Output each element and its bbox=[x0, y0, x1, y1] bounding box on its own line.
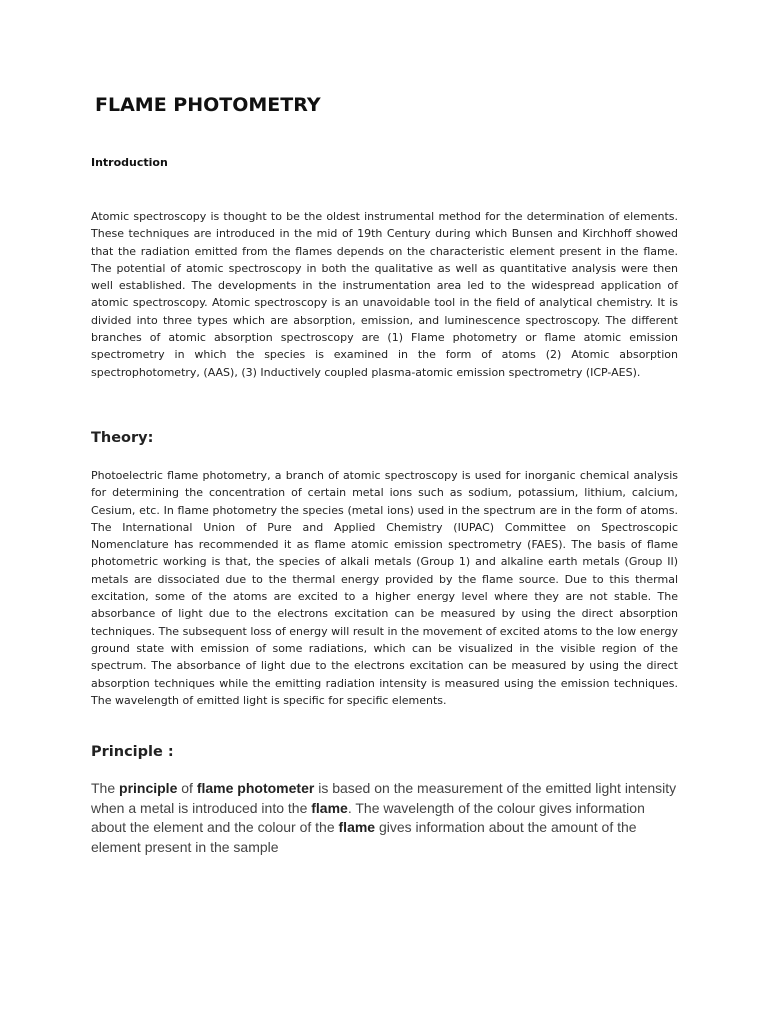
theory-heading: Theory: bbox=[91, 430, 154, 446]
document-title: FLAME PHOTOMETRY bbox=[95, 94, 321, 116]
principle-text-segment: The bbox=[91, 780, 120, 796]
principle-bold-term: flame bbox=[338, 819, 376, 835]
principle-bold-term: flame photometer bbox=[196, 780, 315, 796]
principle-bold-term: flame bbox=[311, 799, 348, 816]
principle-paragraph bbox=[91, 779, 681, 857]
principle-text-segment: . The wavelength of the colour gives information about the element and the colour of the bbox=[91, 799, 645, 835]
principle-text-segment: of bbox=[177, 780, 197, 796]
principle-heading: Principle : bbox=[91, 744, 174, 760]
introduction-heading: Introduction bbox=[91, 156, 168, 169]
principle-text-segment: gives information about the amount of the element present in the sample bbox=[91, 819, 637, 855]
principle-text-segment: is based on the measurement of the emitted light intensity when a metal is introduced into the bbox=[91, 780, 677, 816]
principle-bold-term: principle bbox=[119, 780, 178, 796]
introduction-paragraph: Atomic spectroscopy is thought to be the oldest instrumental method for the determination of elements. These techniques are introduced in the mid of 19th Century during which Bunsen and Kirchhoff showed that the radiation emitted from the flames depends on the characteristic element present in the flame. The potential of atomic spectroscopy in both the qualitative as well as quantitative analysis were then well established. The developments in the instrumentation area led to the widespread application of atomic spectroscopy. Atomic spectroscopy is an unavoidable tool in the field of analytical chemistry. It is divided into three types which are absorption, emission, and luminescence spectroscopy. The different branches of atomic absorption spectroscopy are (1) Flame photometry or flame atomic emission spectrometry in which the species is examined in the form of atoms (2) Atomic absorption spectrophotometry, (AAS), (3) Inductively coupled plasma-atomic emission spectrometry (ICP-AES). bbox=[91, 210, 678, 379]
theory-paragraph: Photoelectric flame photometry, a branch of atomic spectroscopy is used for inorganic chemical analysis for determining the concentration of certain metal ions such as sodium, potassium, lithium, calcium, Cesium, etc. In flame photometry the species (metal ions) used in the spectrum are in the form of atoms. The International Union of Pure and Applied Chemistry (IUPAC) Committee on Spectroscopic Nomenclature has recommended it as flame atomic emission spectrometry (FAES). The basis of flame photometric working is that, the species of alkali metals (Group 1) and alkaline earth metals (Group II) metals are dissociated due to the thermal energy provided by the flame source. Due to this thermal excitation, some of the atoms are excited to a higher energy level where they are not stable. The absorbance of light due to the electrons excitation can be measured by using the direct absorption techniques. The subsequent loss of energy will result in the movement of excited atoms to the low energy ground state with emission of some radiations, which can be visualized in the visible region of the spectrum. The absorbance of light due to the electrons excitation can be measured by using the direct absorption techniques while the emitting radiation intensity is measured using the emission techniques. The wavelength of emitted light is specific for specific elements. bbox=[91, 469, 678, 707]
